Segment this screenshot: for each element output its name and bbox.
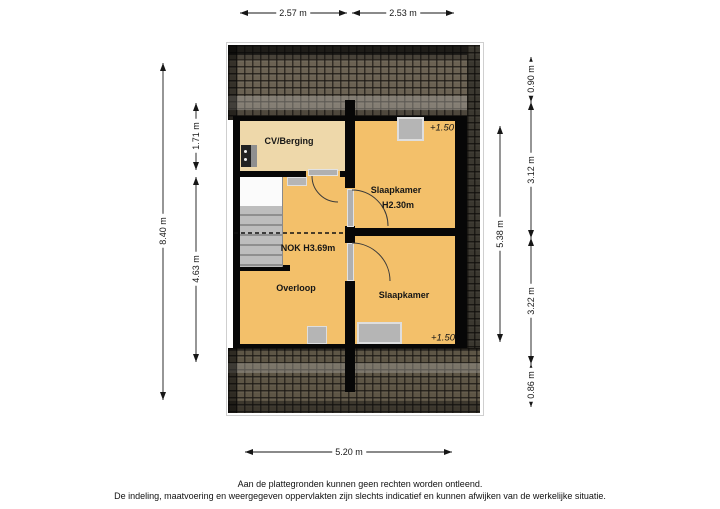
cv-boiler-panel bbox=[241, 145, 251, 167]
stairs-steps bbox=[240, 206, 283, 267]
radiator-slaapkamer-voor bbox=[397, 117, 424, 141]
wall-middle-seg1 bbox=[345, 100, 355, 188]
dim-label-top-right: 2.53 m bbox=[386, 8, 420, 18]
radiator-slaapkamer-achter bbox=[357, 322, 402, 344]
door-leaf-slaapkamer-achter bbox=[347, 243, 354, 281]
dim-label-right-inner: 5.38 m bbox=[495, 217, 505, 251]
dim-label-right-seg4: 0.86 m bbox=[526, 368, 536, 402]
stairs-landing bbox=[240, 177, 283, 206]
cv-boiler-icon bbox=[241, 145, 257, 167]
label-overloop: Overloop bbox=[276, 283, 316, 293]
dim-label-left-seg1: 1.71 m bbox=[191, 119, 201, 153]
wall-middle-seg3 bbox=[345, 281, 355, 392]
dim-label-left-seg2: 4.63 m bbox=[191, 252, 201, 286]
dim-label-left-total: 8.40 m bbox=[158, 214, 168, 248]
label-slaapkamer-voor: Slaapkamer bbox=[370, 185, 422, 195]
label-cv-berging: CV/Berging bbox=[264, 136, 314, 146]
door-leaf-slaapkamer-voor bbox=[347, 189, 354, 227]
door-leaf-cv bbox=[308, 169, 338, 176]
cv-boiler-knob-2 bbox=[244, 158, 247, 161]
label-level-voor: +1.50 bbox=[429, 122, 455, 134]
disclaimer-line2: De indeling, maatvoering en weergegeven oppervlakten zijn slechts indicatief en kunnen afwijken van de werkelijke situatie. bbox=[114, 491, 606, 501]
radiator-overloop-bottom bbox=[307, 326, 327, 344]
label-slaapkamer-achter: Slaapkamer bbox=[378, 290, 430, 300]
wall-left bbox=[233, 116, 240, 348]
label-slaapkamer-voor-height: H2.30m bbox=[381, 200, 415, 210]
cv-boiler-knob-1 bbox=[244, 150, 247, 153]
wall-middle-seg2 bbox=[345, 226, 355, 243]
dim-label-bottom: 5.20 m bbox=[332, 447, 366, 457]
wall-right bbox=[455, 116, 467, 348]
disclaimer-line1: Aan de plattegronden kunnen geen rechten worden ontleend. bbox=[237, 479, 483, 489]
radiator-overloop-top bbox=[287, 177, 307, 186]
disclaimer bbox=[0, 478, 720, 502]
dim-label-right-seg3: 3.22 m bbox=[526, 284, 536, 318]
dim-label-top-left: 2.57 m bbox=[276, 8, 310, 18]
dim-label-right-seg2: 3.12 m bbox=[526, 153, 536, 187]
wall-bedroom-divider bbox=[355, 228, 455, 236]
label-nok: NOK H3.69m bbox=[280, 243, 336, 253]
dim-label-right-seg1: 0.90 m bbox=[526, 62, 536, 96]
label-level-achter: +1.50 bbox=[430, 332, 456, 344]
